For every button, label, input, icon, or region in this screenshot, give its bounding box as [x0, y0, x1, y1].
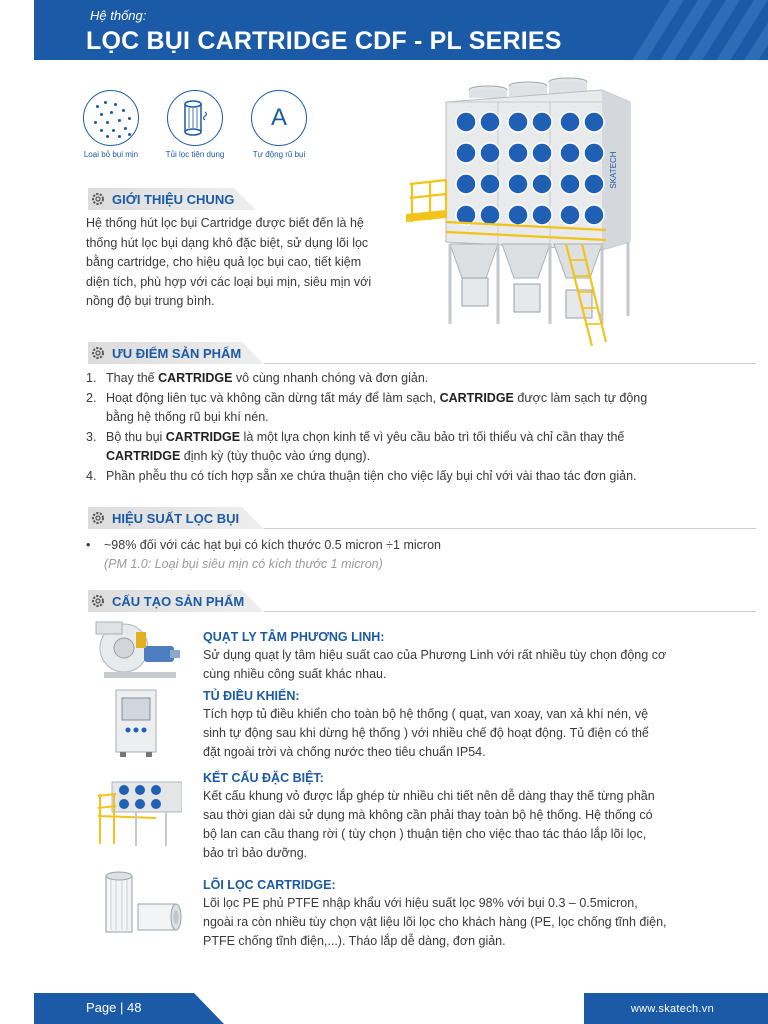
- feature-label: Loại bỏ bụi mịn: [83, 150, 139, 159]
- header-subtitle: Hệ thống:: [90, 8, 147, 23]
- feature-label: Tự động rũ bụi: [252, 150, 306, 159]
- filter-disc: [456, 143, 476, 163]
- list-item: 3. Bộ thu bụi CARTRIDGE là một lựa chọn kinh tế vì yêu cầu bảo trì tối thiểu và chỉ cần thay thế CARTRIDGE định kỳ (tùy thuộc vào ứng dụng).: [86, 429, 625, 463]
- component-title: KẾT CẤU ĐẶC BIỆT:: [203, 771, 324, 785]
- intro-text: Hệ thống hút lọc bụi Cartridge được biết đến là hệ thống hút lọc bụi dạng khô đặc biệt, sử dụng lõi lọc bằng cartridge, cho hiệu quả lọc bụi cao, tiết kiệm diện tích, phù hợp với các loại bụi mịn, siêu mịn với nồng độ bụi trung bình.: [86, 216, 372, 308]
- list-item: 2. Hoạt động liên tục và không cần dừng tất máy để làm sạch, CARTRIDGE được làm sạch tự động bằng hệ thống rũ bụi khí nén.: [86, 390, 648, 424]
- page-title: LỌC BỤI CARTRIDGE CDF - PL SERIES: [86, 27, 562, 55]
- gear-icon: [90, 510, 106, 526]
- frame-structure-image: [96, 778, 182, 848]
- feature-auto: [246, 90, 312, 159]
- centrifugal-fan-image: [94, 616, 184, 684]
- gear-icon: [90, 191, 106, 207]
- filter-disc: [480, 174, 500, 194]
- section-title: GIỚI THIỆU CHUNG: [112, 192, 235, 207]
- component-text: Sử dụng quạt ly tâm hiệu suất cao của Phương Linh với rất nhiều tùy chọn động cơ cùng nhiều công suất khác nhau.: [203, 648, 667, 681]
- filter-disc: [560, 112, 580, 132]
- page-number: Page | 48: [86, 1000, 142, 1015]
- page-header: [34, 0, 768, 60]
- section-title: CẤU TẠO SẢN PHẨM: [112, 594, 245, 609]
- filter-disc: [532, 143, 552, 163]
- filter-disc: [480, 205, 500, 225]
- component-text: Tích hợp tủ điều khiển cho toàn bộ hệ thống ( quạt, van xoay, van xả khí nén, vệ sinh tự động sau khi dừng hệ thống ) với nhiều chế độ hoạt động. Tủ điện có thể đặt ngoài trời và chống nước theo tiêu chuẩn IP54.: [203, 707, 649, 759]
- filter-disc: [508, 112, 528, 132]
- list-item: 1. Thay thế CARTRIDGE vô cùng nhanh chóng và đơn giản.: [86, 371, 429, 385]
- dust-particles-icon: [83, 90, 139, 146]
- gear-icon: [90, 593, 106, 609]
- efficiency-bullet: ~98% đối với các hạt bụi có kích thước 0.5 micron ÷1 micron: [104, 538, 441, 552]
- component-title: LÕI LỌC CARTRIDGE:: [203, 878, 336, 892]
- section-title: HIỆU SUẤT LỌC BỤI: [112, 511, 240, 526]
- filter-disc: [456, 112, 476, 132]
- section-title: ƯU ĐIỂM SẢN PHẨM: [112, 346, 242, 361]
- efficiency-note: (PM 1.0: Loại bụi siêu mịn có kích thước 1 micron): [104, 557, 383, 571]
- filter-disc: [532, 112, 552, 132]
- filter-disc: [480, 112, 500, 132]
- website-link[interactable]: www.skatech.vn: [630, 1003, 714, 1015]
- component-title: TỦ ĐIỀU KHIỂN:: [203, 689, 300, 703]
- filter-disc: [584, 205, 604, 225]
- dust-collector-image: [406, 72, 652, 358]
- filter-disc: [508, 143, 528, 163]
- feature-dust: [78, 90, 144, 159]
- filter-disc: [560, 143, 580, 163]
- component-text: Lõi lọc PE phủ PTFE nhập khẩu với hiệu suất lọc 98% với bụi 0.3 – 0.5micron, ngoài ra còn nhiều tùy chọn vật liệu lõi lọc cho khách hàng (PE, lọc chống tĩnh điện, PTFE chống tĩnh điện,...). Tháo lắp dễ dàng, đơn giản.: [203, 896, 667, 948]
- control-cabinet-image: [112, 688, 160, 758]
- filter-disc: [532, 205, 552, 225]
- filter-disc: [584, 174, 604, 194]
- efficiency-bullet-mark: •: [86, 538, 91, 552]
- brand-logo: SKATECH: [609, 151, 618, 189]
- filter-disc: [584, 143, 604, 163]
- feature-filter: [162, 90, 228, 159]
- cartridge-filter-image: [102, 870, 182, 946]
- filter-bag-icon: [167, 90, 223, 146]
- filter-disc: [584, 112, 604, 132]
- filter-disc: [532, 174, 552, 194]
- advantages-list: [86, 369, 676, 486]
- filter-disc: [480, 143, 500, 163]
- header-stripes: [628, 0, 768, 60]
- filter-disc: [560, 174, 580, 194]
- feature-label: Tủi lọc tiện dụng: [165, 150, 225, 159]
- auto-shake-icon: A: [251, 90, 307, 146]
- list-item: 4. Phần phễu thu có tích hợp sẵn xe chứa thuận tiện cho việc lấy bụi chỉ với vài thao tác đơn giản.: [86, 468, 637, 483]
- gear-icon: [90, 345, 106, 361]
- component-text: Kết cấu khung vỏ được lắp ghép từ nhiều chi tiết nên dễ dàng thay thế từng phần sau thời gian dài sử dụng mà không cần phải thay toàn bộ hệ thống. Hệ thống có bộ lan can cầu thang rời ( tùy chọn ) thuận tiện cho việc thao tác tháo lắp lõi lọc, bảo trì bảo dưỡng.: [203, 789, 655, 860]
- component-title: QUẠT LY TÂM PHƯƠNG LINH:: [203, 630, 385, 644]
- page-footer: [34, 993, 768, 1024]
- filter-disc: [560, 205, 580, 225]
- filter-disc: [508, 174, 528, 194]
- filter-disc: [508, 205, 528, 225]
- filter-disc: [456, 174, 476, 194]
